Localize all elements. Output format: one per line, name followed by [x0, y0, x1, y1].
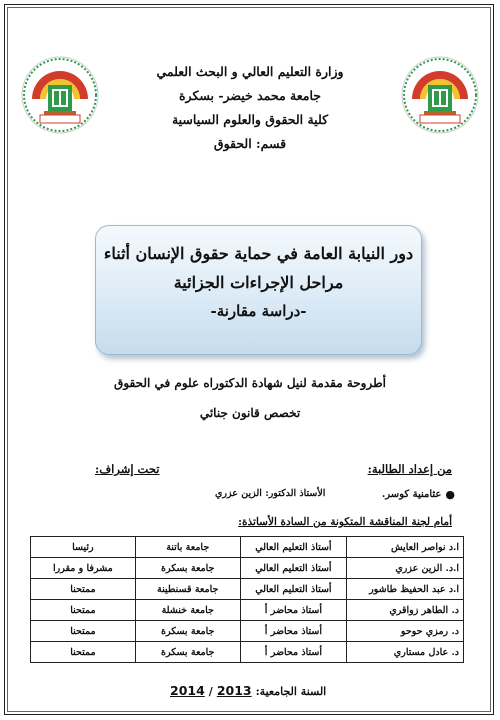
ministry-name: وزارة التعليم العالي و البحث العلمي	[156, 64, 344, 79]
member-university: جامعة قسنطينة	[135, 579, 240, 600]
member-name: ا.د عبد الحفيظ طاشور	[347, 579, 464, 600]
member-name: ا.د نواصر العايش	[347, 537, 464, 558]
member-university: جامعة بسكرة	[135, 642, 240, 663]
table-row	[31, 558, 464, 579]
member-role: رئيسا	[31, 537, 136, 558]
member-name: د. رمزي حوحو	[347, 621, 464, 642]
thesis-specialty: تخصص قانون جنائي	[199, 406, 301, 420]
university-logo-left	[20, 55, 100, 135]
prepared-by-label: من إعداد الطالبة:	[367, 462, 452, 476]
academic-year-to: 2014	[170, 683, 205, 698]
member-rank: أستاذ التعليم العالي	[240, 558, 346, 579]
university-name: جامعة محمد خيضر- بسكرة	[179, 88, 321, 103]
table-row	[31, 621, 464, 642]
member-rank: أستاذ محاضر أ	[240, 600, 346, 621]
thesis-info	[60, 368, 440, 428]
committee-table	[30, 536, 464, 663]
member-role: ممتحنا	[31, 642, 136, 663]
member-role: ممتحنا	[31, 600, 136, 621]
thesis-title-line-1: دور النيابة العامة في حماية حقوق الإنسان أثناء	[103, 244, 414, 263]
member-university: جامعة بسكرة	[135, 558, 240, 579]
academic-year-from: 2013	[216, 683, 252, 698]
member-university: جامعة خنشلة	[135, 600, 240, 621]
student-name: عثامنية كوسر.	[381, 489, 442, 500]
student-entry	[382, 488, 455, 501]
table-row	[31, 642, 464, 663]
member-rank: أستاذ محاضر أ	[240, 642, 346, 663]
table-row	[31, 600, 464, 621]
faculty-name: كلية الحقوق والعلوم السياسية	[171, 112, 329, 127]
member-rank: أستاذ محاضر أ	[240, 621, 346, 642]
member-role: ممتحنا	[31, 621, 136, 642]
supervisor-label: تحت إشراف:	[95, 462, 160, 476]
member-role: مشرفا و مقررا	[31, 558, 136, 579]
thesis-subtitle: -دراسة مقارنة-	[210, 302, 307, 320]
university-logo-right	[400, 55, 480, 135]
department-name: قسم: الحقوق	[213, 136, 287, 151]
table-row	[31, 579, 464, 600]
member-name: د. عادل مستاري	[347, 642, 464, 663]
thesis-title-line-2: مراحل الإجراءات الجزائية	[173, 273, 344, 292]
institution-header	[120, 60, 380, 156]
academic-year	[170, 683, 326, 698]
member-name: ا.د. الزين عزري	[347, 558, 464, 579]
member-name: د. الطاهر زواقري	[347, 600, 464, 621]
member-university: جامعة باتنة	[135, 537, 240, 558]
member-rank: أستاذ التعليم العالي	[240, 537, 346, 558]
member-university: جامعة بسكرة	[135, 621, 240, 642]
bullet-icon: ●	[445, 488, 455, 501]
member-rank: أستاذ التعليم العالي	[240, 579, 346, 600]
table-row	[31, 537, 464, 558]
academic-year-separator: /	[208, 685, 213, 698]
thesis-purpose: أطروحة مقدمة لنيل شهادة الدكتوراه علوم في الحقوق	[114, 376, 386, 390]
committee-title: أمام لجنة المناقشة المتكونة من السادة الأساتذة:	[238, 516, 452, 528]
supervisor-name: الأستاذ الدكتور: الزين عزري	[215, 488, 326, 499]
academic-year-label: السنة الجامعية:	[255, 685, 327, 698]
member-role: ممتحنا	[31, 579, 136, 600]
thesis-title-box	[95, 225, 422, 355]
